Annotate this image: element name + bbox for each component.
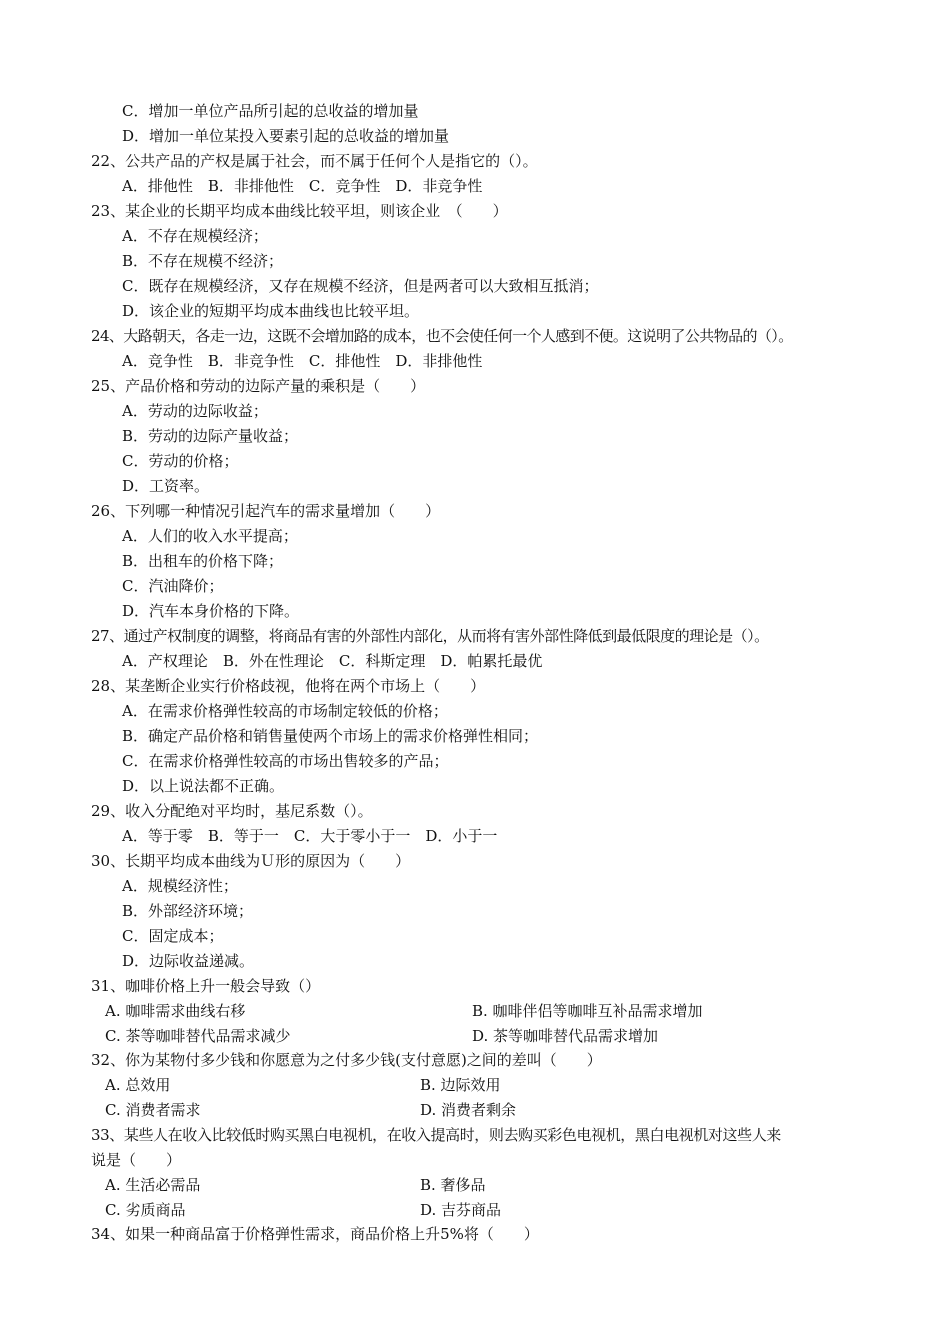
option-33-d: D. 吉芬商品 xyxy=(420,1201,502,1219)
question-23: 23、某企业的长期平均成本曲线比较平坦，则该企业 （ ） xyxy=(91,202,508,220)
option-33-b: B. 奢侈品 xyxy=(420,1176,486,1194)
question-34: 34、如果一种商品富于价格弹性需求，商品价格上升5%将（ ） xyxy=(91,1225,539,1243)
option-21-d: D．增加一单位某投入要素引起的总收益的增加量 xyxy=(122,127,450,145)
question-28: 28、某垄断企业实行价格歧视，他将在两个市场上（ ） xyxy=(91,677,486,695)
option-32-d: D. 消费者剩余 xyxy=(420,1101,517,1119)
option-26-d: D．汽车本身价格的下降。 xyxy=(122,602,300,620)
question-24: 24、大路朝天，各走一边，这既不会增加路的成本，也不会使任何一个人感到不便。这说明了公共物品的（）。 xyxy=(91,327,793,345)
option-26-b: B．出租车的价格下降； xyxy=(122,552,284,570)
option-28-d: D．以上说法都不正确。 xyxy=(122,777,285,795)
question-32: 32、你为某物付多少钱和你愿意为之付多少钱(支付意愿)之间的差叫（ ） xyxy=(91,1051,602,1069)
question-22: 22、公共产品的产权是属于社会，而不属于任何个人是指它的（）。 xyxy=(91,152,538,170)
options-27: A．产权理论 B．外在性理论 C．科斯定理 D．帕累托最优 xyxy=(122,652,543,670)
option-33-a: A. 生活必需品 xyxy=(105,1176,201,1194)
option-28-b: B．确定产品价格和销售量使两个市场上的需求价格弹性相同； xyxy=(122,727,539,745)
option-28-c: C．在需求价格弹性较高的市场出售较多的产品； xyxy=(122,752,449,770)
option-30-b: B．外部经济环境； xyxy=(122,902,254,920)
question-33-continued: 说是（ ） xyxy=(91,1151,182,1169)
question-27: 27、通过产权制度的调整，将商品有害的外部性内部化，从而将有害外部性降低到最低限度的理论是（）。 xyxy=(91,627,769,645)
option-28-a: A．在需求价格弹性较高的市场制定较低的价格； xyxy=(122,702,448,720)
option-30-a: A．规模经济性； xyxy=(122,877,238,895)
option-30-c: C．固定成本； xyxy=(122,927,224,945)
question-29: 29、收入分配绝对平均时，基尼系数（）。 xyxy=(91,802,373,820)
question-26: 26、下列哪一种情况引起汽车的需求量增加（ ） xyxy=(91,502,441,520)
option-30-d: D．边际收益递减。 xyxy=(122,952,255,970)
option-23-c: C．既存在规模经济，又存在规模不经济，但是两者可以大致相互抵消； xyxy=(122,277,599,295)
option-25-d: D．工资率。 xyxy=(122,477,210,495)
options-22: A．排他性 B．非排他性 C．竞争性 D．非竞争性 xyxy=(122,177,483,195)
option-33-c: C. 劣质商品 xyxy=(105,1201,186,1219)
option-23-b: B．不存在规模不经济； xyxy=(122,252,284,270)
option-26-a: A．人们的收入水平提高； xyxy=(122,527,298,545)
option-31-b: B. 咖啡伴侣等咖啡互补品需求增加 xyxy=(472,1002,703,1020)
options-29: A．等于零 B．等于一 C．大于零小于一 D．小于一 xyxy=(122,827,498,845)
option-25-c: C．劳动的价格； xyxy=(122,452,239,470)
question-30: 30、长期平均成本曲线为Ｕ形的原因为（ ） xyxy=(91,852,411,870)
option-32-c: C. 消费者需求 xyxy=(105,1101,201,1119)
option-32-b: B. 边际效用 xyxy=(420,1076,501,1094)
options-24: A．竞争性 B．非竞争性 C．排他性 D．非排他性 xyxy=(122,352,483,370)
question-33: 33、某些人在收入比较低时购买黑白电视机，在收入提高时，则去购买彩色电视机，黑白电视机对这些人来 xyxy=(91,1126,781,1144)
option-31-c: C. 茶等咖啡替代品需求减少 xyxy=(105,1027,291,1045)
option-25-b: B．劳动的边际产量收益； xyxy=(122,427,299,445)
option-21-c: C．增加一单位产品所引起的总收益的增加量 xyxy=(122,102,419,120)
option-31-d: D. 茶等咖啡替代品需求增加 xyxy=(472,1027,659,1045)
option-26-c: C．汽油降价； xyxy=(122,577,224,595)
option-23-d: D．该企业的短期平均成本曲线也比较平坦。 xyxy=(122,302,420,320)
option-25-a: A．劳动的边际收益； xyxy=(122,402,268,420)
question-31: 31、咖啡价格上升一般会导致（） xyxy=(91,977,321,995)
question-25: 25、产品价格和劳动的边际产量的乘积是（ ） xyxy=(91,377,426,395)
option-32-a: A. 总效用 xyxy=(105,1076,171,1094)
option-23-a: A．不存在规模经济； xyxy=(122,227,268,245)
option-31-a: A. 咖啡需求曲线右移 xyxy=(105,1002,246,1020)
